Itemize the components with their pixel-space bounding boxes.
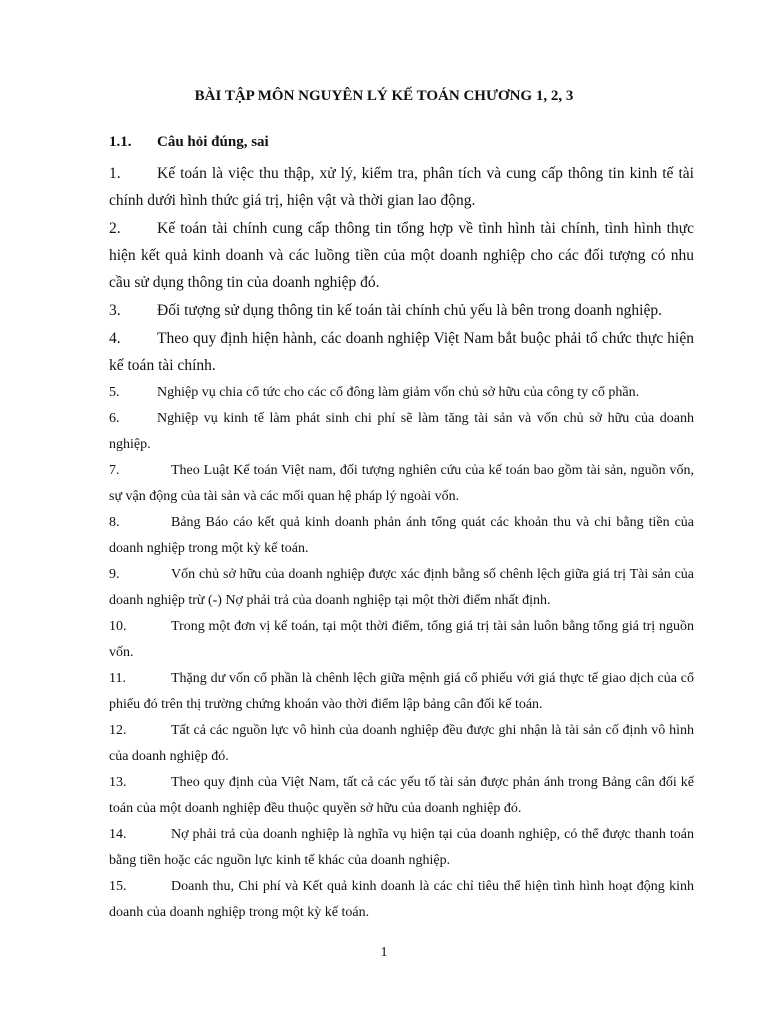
item-text: Nghiệp vụ kinh tế làm phát sinh chi phí sẽ làm tăng tài sản và vốn chủ sở hữu của doanh nghiệp. [109, 411, 694, 452]
list-item [109, 874, 694, 926]
item-number: 6. [109, 411, 120, 426]
list-item [109, 380, 694, 406]
item-text: Nợ phải trả của doanh nghiệp là nghĩa vụ hiện tại của doanh nghiệp, có thể được thanh toán bằng tiền hoặc các nguồn lực kinh tế khác của doanh nghiệp. [109, 827, 694, 868]
item-number: 3. [109, 302, 121, 319]
page-number: 1 [380, 945, 388, 960]
list-item [109, 458, 694, 510]
list-item [109, 718, 694, 770]
list-item [109, 215, 694, 296]
item-text: Theo quy định của Việt Nam, tất cả các yếu tố tài sản được phản ánh trong Bảng cân đối kế toán của một doanh nghiệp đều thuộc quyền sở hữu của doanh nghiệp đó. [109, 775, 694, 816]
section-title: Câu hỏi đúng, sai [157, 134, 269, 150]
item-text: Tất cả các nguồn lực vô hình của doanh nghiệp đều được ghi nhận là tài sản cố định vô hình của doanh nghiệp đó. [109, 723, 694, 764]
item-text: Vốn chủ sở hữu của doanh nghiệp được xác định bằng số chênh lệch giữa giá trị Tài sản của doanh nghiệp trừ (-) Nợ phải trả của doanh nghiệp tại một thời điểm nhất định. [109, 567, 694, 608]
item-number: 7. [109, 463, 120, 478]
question-list [109, 160, 694, 926]
section-number: 1.1. [109, 134, 132, 150]
item-text: Trong một đơn vị kế toán, tại một thời điểm, tổng giá trị tài sản luôn bằng tổng giá trị nguồn vốn. [109, 619, 694, 660]
list-item [109, 406, 694, 458]
list-item [109, 510, 694, 562]
item-text: Thặng dư vốn cổ phần là chênh lệch giữa mệnh giá cổ phiếu với giá thực tế giao dịch của cổ phiếu đó trên thị trường chứng khoán vào thời điểm lập bảng cân đối kế toán. [109, 671, 694, 712]
item-number: 12. [109, 723, 127, 738]
list-item [109, 160, 694, 214]
item-number: 11. [109, 671, 126, 686]
page-title: BÀI TẬP MÔN NGUYÊN LÝ KẾ TOÁN CHƯƠNG 1, 2, 3 [194, 88, 574, 104]
list-item [109, 614, 694, 666]
list-item [109, 297, 694, 324]
item-number: 9. [109, 567, 120, 582]
list-item [109, 822, 694, 874]
item-number: 13. [109, 775, 127, 790]
item-text: Kế toán tài chính cung cấp thông tin tổng hợp về tình hình tài chính, tình hình thực hiện kết quả kinh doanh và các luồng tiền của một doanh nghiệp cho các đối tượng có nhu cầu sử dụng thông tin của doanh nghiệp đó. [109, 220, 694, 291]
item-text: Theo Luật Kế toán Việt nam, đối tượng nghiên cứu của kế toán bao gồm tài sản, nguồn vốn, sự vận động của tài sản và các mối quan hệ pháp lý ngoài vốn. [109, 463, 694, 504]
list-item [109, 770, 694, 822]
item-number: 10. [109, 619, 127, 634]
item-text: Doanh thu, Chi phí và Kết quả kinh doanh là các chỉ tiêu thể hiện tình hình hoạt động kinh doanh của doanh nghiệp trong một kỳ kế toán. [109, 879, 694, 920]
item-number: 15. [109, 879, 127, 894]
item-number: 8. [109, 515, 120, 530]
item-text: Theo quy định hiện hành, các doanh nghiệp Việt Nam bắt buộc phải tổ chức thực hiện kế toán tài chính. [109, 330, 694, 374]
list-item [109, 666, 694, 718]
item-text: Kế toán là việc thu thập, xử lý, kiểm tra, phân tích và cung cấp thông tin kinh tế tài chính dưới hình thức giá trị, hiện vật và thời gian lao động. [109, 165, 694, 209]
section-heading [109, 134, 269, 151]
item-number: 5. [109, 385, 120, 400]
item-number: 2. [109, 220, 121, 237]
item-text: Bảng Báo cáo kết quả kinh doanh phản ánh tổng quát các khoản thu và chi bằng tiền của doanh nghiệp trong một kỳ kế toán. [109, 515, 694, 556]
item-text: Nghiệp vụ chia cổ tức cho các cổ đông làm giảm vốn chủ sở hữu của công ty cổ phần. [157, 385, 640, 400]
item-text: Đối tượng sử dụng thông tin kế toán tài chính chủ yếu là bên trong doanh nghiệp. [157, 302, 662, 319]
item-number: 14. [109, 827, 127, 842]
item-number: 4. [109, 330, 121, 347]
list-item [109, 325, 694, 379]
list-item [109, 562, 694, 614]
item-number: 1. [109, 165, 121, 182]
